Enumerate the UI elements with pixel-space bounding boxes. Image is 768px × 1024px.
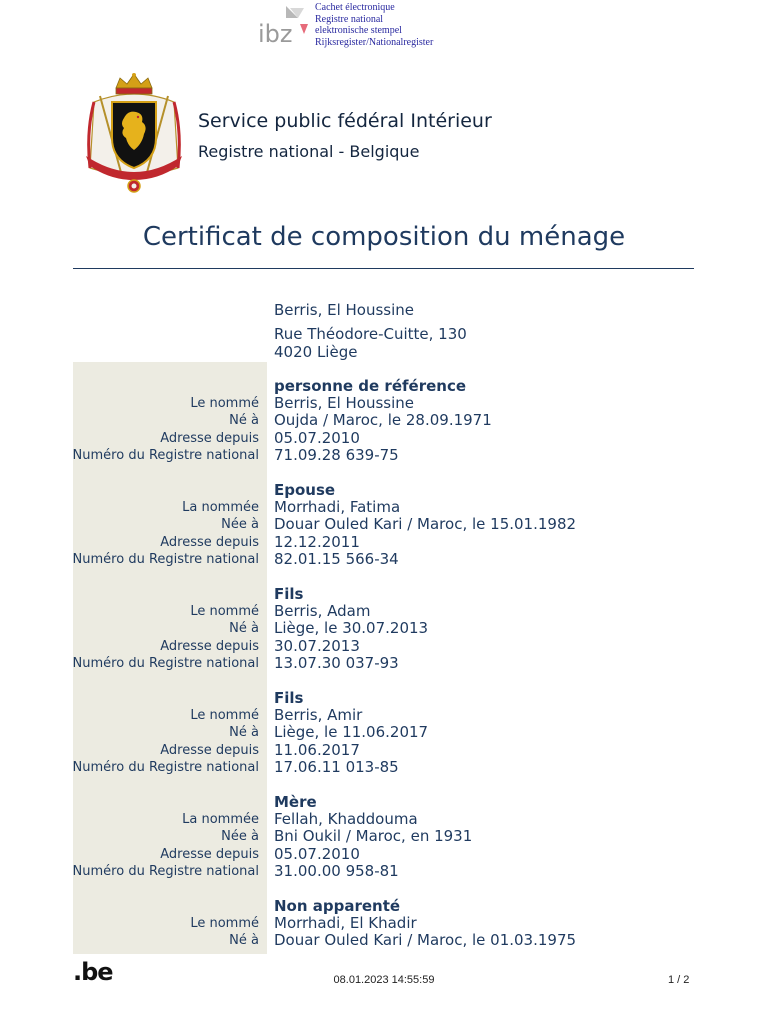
member-row xyxy=(0,932,768,949)
page-number: 1 / 2 xyxy=(668,974,690,986)
member-role: Fils xyxy=(274,689,304,707)
field-value: Bni Oukil / Maroc, en 1931 xyxy=(274,827,473,846)
addressee-name: Berris, El Houssine xyxy=(274,301,415,319)
field-label: Le nommé xyxy=(190,708,259,723)
member-row xyxy=(0,915,768,932)
field-value: Berris, El Houssine xyxy=(274,394,415,412)
stamp-line: elektronische stempel xyxy=(315,25,402,36)
field-label: Adresse depuis xyxy=(160,846,259,862)
field-value: 71.09.28 639-75 xyxy=(274,446,399,465)
field-label: Adresse depuis xyxy=(160,534,259,550)
field-value: 13.07.30 037-93 xyxy=(274,654,399,673)
member-row xyxy=(0,811,768,828)
member-role: Mère xyxy=(274,793,317,811)
member-row xyxy=(0,534,768,551)
ibz-logo xyxy=(256,4,312,48)
stamp-line: Rijksregister/Nationalregister xyxy=(315,36,434,48)
field-value: Liège, le 30.07.2013 xyxy=(274,619,429,638)
field-label: Numéro du Registre national xyxy=(72,864,259,880)
field-value: Berris, Adam xyxy=(274,602,371,620)
field-value: Liège, le 11.06.2017 xyxy=(274,723,429,742)
field-label: Adresse depuis xyxy=(160,742,259,758)
field-label: Né à xyxy=(229,621,259,637)
field-label: Né à xyxy=(229,413,259,429)
member-role: Non apparenté xyxy=(274,897,401,915)
member-row xyxy=(0,395,768,412)
field-value: 82.01.15 566-34 xyxy=(274,550,399,569)
field-value: Berris, Amir xyxy=(274,706,363,724)
field-value: Morrhadi, Fatima xyxy=(274,498,401,516)
ibz-logo-text: ibz xyxy=(258,20,293,48)
organisation-name: Service public fédéral Intérieur xyxy=(198,110,492,132)
address-street: Rue Théodore-Cuitte, 130 xyxy=(274,325,467,343)
field-value: 17.06.11 013-85 xyxy=(274,758,399,777)
member-row xyxy=(0,516,768,533)
field-value: Douar Ouled Kari / Maroc, le 15.01.1982 xyxy=(274,515,577,534)
member-row xyxy=(0,603,768,620)
field-label: Le nommé xyxy=(190,916,259,931)
field-value: 05.07.2010 xyxy=(274,428,360,447)
field-label: Née à xyxy=(221,517,259,533)
field-value: 05.07.2010 xyxy=(274,844,360,863)
electronic-stamp-text xyxy=(315,2,433,48)
member-row xyxy=(0,846,768,863)
field-label: Adresse depuis xyxy=(160,638,259,654)
member-row xyxy=(0,759,768,776)
field-label: Numéro du Registre national xyxy=(72,448,259,464)
field-label: Le nommé xyxy=(190,604,259,619)
field-label: Né à xyxy=(229,725,259,741)
member-row xyxy=(0,638,768,655)
be-logo-text: .be xyxy=(73,958,113,986)
stamp-line: Registre national xyxy=(315,13,384,25)
field-label: Numéro du Registre national xyxy=(72,552,259,568)
field-label: Le nommé xyxy=(190,396,259,411)
field-label: Numéro du Registre national xyxy=(72,760,259,776)
field-value: 31.00.00 958-81 xyxy=(274,862,399,881)
field-label: La nommée xyxy=(182,500,259,515)
member-row xyxy=(0,551,768,568)
member-row xyxy=(0,655,768,672)
stamp-line: Cachet électronique xyxy=(315,2,395,13)
member-row xyxy=(0,412,768,429)
member-row xyxy=(0,499,768,516)
member-row xyxy=(0,724,768,741)
title-divider xyxy=(73,268,694,269)
field-value: Fellah, Khaddouma xyxy=(274,810,418,828)
field-value: Oujda / Maroc, le 28.09.1971 xyxy=(274,411,492,430)
member-row xyxy=(0,447,768,464)
address-city: 4020 Liège xyxy=(274,343,358,361)
member-row xyxy=(0,430,768,447)
member-row xyxy=(0,863,768,880)
field-label: Numéro du Registre national xyxy=(72,656,259,672)
field-value: 30.07.2013 xyxy=(274,636,360,655)
member-role: Fils xyxy=(274,585,304,603)
belgian-coat-of-arms-icon xyxy=(80,72,188,194)
member-role: personne de référence xyxy=(274,377,467,395)
member-row xyxy=(0,707,768,724)
field-label: La nommée xyxy=(182,812,259,827)
field-value: Morrhadi, El Khadir xyxy=(274,914,417,932)
document-title: Certificat de composition du ménage xyxy=(142,222,626,252)
member-row xyxy=(0,828,768,845)
field-value: Douar Ouled Kari / Maroc, le 01.03.1975 xyxy=(274,931,577,950)
member-row xyxy=(0,742,768,759)
field-label: Né à xyxy=(229,933,259,949)
member-role: Epouse xyxy=(274,481,336,499)
print-datetime: 08.01.2023 14:55:59 xyxy=(333,974,435,986)
member-row xyxy=(0,620,768,637)
field-value: 11.06.2017 xyxy=(274,740,360,759)
organisation-subtitle: Registre national - Belgique xyxy=(198,142,420,161)
field-value: 12.12.2011 xyxy=(274,532,360,551)
field-label: Née à xyxy=(221,829,259,845)
field-label: Adresse depuis xyxy=(160,430,259,446)
